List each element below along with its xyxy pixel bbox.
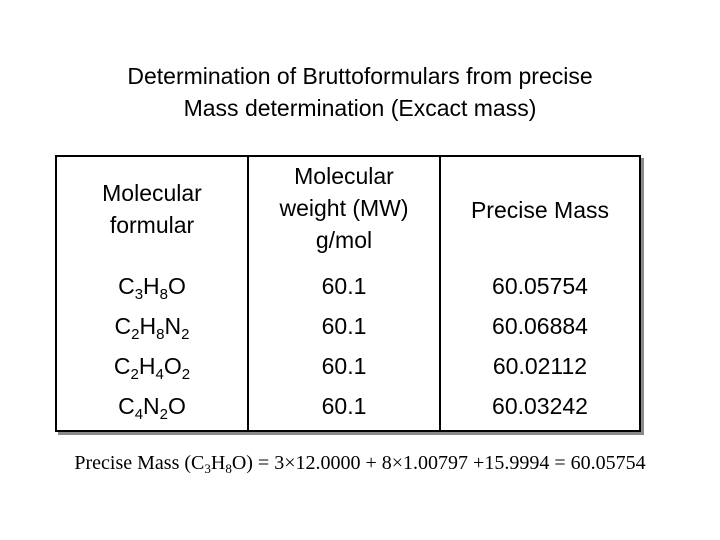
weight-cell: 60.1 (321, 353, 367, 379)
table-top-border (55, 155, 641, 157)
formula-text: C (118, 393, 135, 419)
subscript: 8 (156, 326, 165, 343)
mass-cell: 60.05754 (492, 273, 588, 299)
subscript: 2 (130, 366, 139, 383)
formula-cell (57, 390, 247, 426)
header-text: Molecular (294, 163, 394, 189)
weight-cell: 60.1 (321, 393, 367, 419)
table-bottom-border (55, 430, 641, 432)
formula-text: O (168, 393, 186, 419)
header-text: weight (MW) (279, 195, 409, 221)
formula-text: H (139, 313, 157, 339)
header-text: g/mol (315, 227, 373, 253)
formula-text: N (164, 313, 182, 339)
formula-text: N (143, 393, 160, 419)
slide-title (0, 60, 720, 124)
precise-mass-calculation (0, 452, 720, 475)
formula-table (55, 155, 641, 432)
formula-cell (57, 310, 247, 346)
formula-text: H (210, 452, 226, 474)
formula-text: C (113, 353, 131, 379)
formula-text: C (118, 273, 135, 299)
formula-text: O (163, 353, 182, 379)
header-molecular-formular (57, 177, 247, 241)
header-text: Molecular (102, 180, 202, 206)
formula-cell (57, 270, 247, 306)
slide-title-line-2: Mass determination (Excact mass) (183, 95, 537, 121)
subscript: 8 (225, 461, 232, 476)
formula-text: O) = 3×12.0000 + 8×1.00797 +15.9994 = 60.05754 (231, 452, 646, 474)
weight-cell: 60.1 (321, 273, 367, 299)
subscript: 2 (181, 326, 190, 343)
subscript: 3 (204, 461, 211, 476)
header-text: formular (109, 212, 195, 238)
subscript: 8 (159, 286, 169, 303)
formula-text: C (114, 313, 132, 339)
header-precise-mass (441, 194, 639, 226)
weight-cell: 60.1 (321, 313, 367, 339)
formula-cell (57, 350, 247, 386)
subscript: 3 (134, 286, 144, 303)
subscript: 2 (159, 406, 169, 423)
subscript: 2 (131, 326, 140, 343)
slide-title-line-1: Determination of Bruttoformulars from precise (127, 63, 593, 89)
header-text: Precise Mass (470, 197, 610, 223)
mass-cell: 60.03242 (492, 393, 588, 419)
subscript: 2 (181, 366, 191, 383)
formula-text: Precise Mass (C (74, 452, 205, 474)
formula-text: H (143, 273, 160, 299)
subscript: 4 (134, 406, 144, 423)
header-molecular-weight (249, 160, 439, 256)
formula-text: O (168, 273, 186, 299)
mass-cell: 60.06884 (492, 313, 588, 339)
subscript: 4 (155, 366, 164, 383)
mass-cell: 60.02112 (492, 353, 588, 379)
table-right-border (639, 155, 641, 432)
formula-text: H (138, 353, 156, 379)
